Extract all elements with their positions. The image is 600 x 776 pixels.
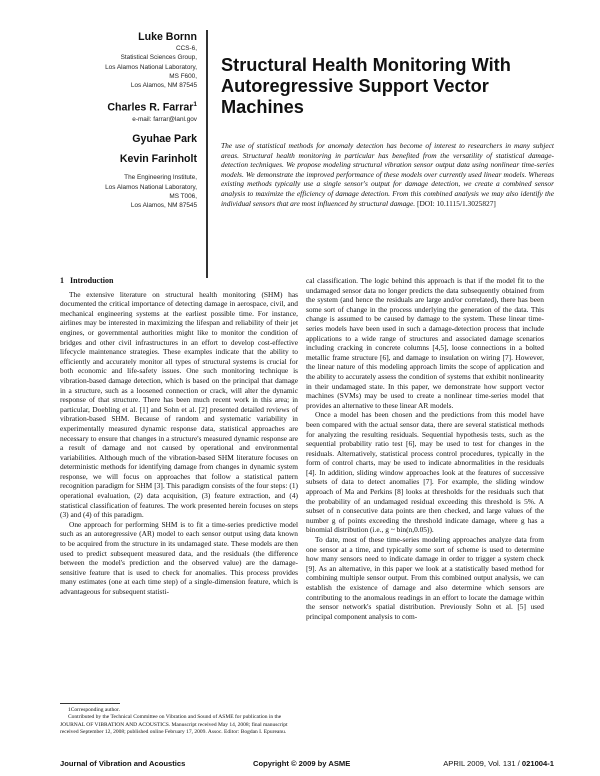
footer-journal: Journal of Vibration and Acoustics: [60, 759, 186, 768]
paragraph: To date, most of these time-series modeling approaches analyze data from one sensor at a time, and typically some sort of scheme is used to determine how many sensors need to indicate damage in order to trigger a system check [9]. As an alternative, in this paper we look at a statistically based method for combining multiple sensor output. From this combined output analysis, we can establish the existence of damage and also determine which sensors are contributing to the anomalous readings in an effort to locate the damage within the sensor network's spatial distribution. Previously Sohn et al. [5] used principal component analysis to com-: [306, 535, 544, 621]
author-email: e-mail: farrar@lanl.gov: [132, 116, 197, 124]
footer-copyright: Copyright © 2009 by ASME: [253, 759, 351, 768]
abstract-text: The use of statistical methods for anomaly detection has become of interest to researchers in many subject areas. Structural health monitoring in particular has benefited from the versatility of statistical damage-detection techniques. We propose modeling structural vibration sensor output data using nonlinear time-series models. We demonstrate the improved performance of these models over currently used linear models. Whereas existing methods typically use a single sensor's output for damage detection, we create a combined sensor analysis to maximize the efficiency of damage detection. From this combined analysis we may also identify the individual sensors that are most influenced by structural damage.: [221, 141, 554, 208]
page-number: 021004-1: [521, 759, 554, 768]
author-affiliation-line: Los Alamos National Laboratory,: [105, 183, 197, 191]
right-column: [306, 276, 544, 621]
doi-link[interactable]: [DOI: 10.1115/1.3025827]: [416, 198, 496, 208]
left-column: [60, 276, 298, 597]
footer-issue: APRIL 2009, Vol. 131 / 021004-1: [443, 759, 554, 768]
author-2: [60, 98, 197, 124]
paper-title: Structural Health Monitoring With Autoregressive Support Vector Machines: [221, 55, 511, 117]
footnote-submission: Contributed by the Technical Committee on Vibration and Sound of ASME for publication in the JOURNAL OF VIBRATION AND ACOUSTICS. Manuscript received May 14, 2008; final manuscript received September 12, 2008; published online February 17, 2009. Assoc. Editor: Bogdan I. Epureanu.: [60, 714, 288, 736]
author-affiliation-line: Los Alamos, NM 87545: [130, 82, 197, 90]
footnotes: [60, 703, 298, 737]
footnote-corresponding: 1Corresponding author.: [68, 707, 120, 713]
paragraph: The extensive literature on structural health monitoring (SHM) has documented the critical importance of detecting damage in aerospace, civil, and mechanical engineering systems at the earliest possible time. For instance, airlines may be interested in maximizing the lifespan and reliability of their jet engines, or governmental authorities might like to monitor the condition of bridges and other civil infrastructures in an effort to develop cost-effective lifecycle maintenance strategies. These examples indicate that the ability to efficiently and accurately monitor all types of structural systems is crucial for both economic and life-safety issues. One such monitoring technique is vibration-based damage detection, which is based on the principal that damage in a structure, such as a loosened connection or crack, will alter the dynamic response of that structure. There has been much recent work in this area; in particular, Doebling et al. [1] and Sohn et al. [2] presented detailed reviews of vibration-based SHM. Because of random and systematic variability in experimentally measured dynamic response data, statistical approaches are necessary to ensure that changes in a structure's measured dynamic response are a result of damage and not caused by operational and environmental variabilities. Although much of the vibration-based SHM literature focuses on deterministic methods for identifying damage from changes in dynamic system response, we will focus on approaches that follow a statistical pattern recognition paradigm for SHM [3]. This paradigm consists of the four steps: (1) operational evaluation, (2) data acquisition, (3) feature extraction, and (4) statistical classification of features. The work presented herein focuses on steps (3) and (4) of this paradigm.: [60, 289, 298, 520]
paragraph: Once a model has been chosen and the predictions from this model have been compared with the actual sensor data, there are several statistical methods for analyzing the resulting residuals. Sequential hypothesis tests, such as the sequential probability ratio test [6], may be used to test for changes in the residuals. Alternatively, statistical process control procedures, typically in the form of control charts, may be used to indicate abnormalities in the residuals [4]. In addition, sliding window approaches look at the features of successive subsets of data to detect anomalies [7]. For example, the sliding window approach of Ma and Perkins [8] looks at thresholds for the residuals such that the probability of an undamaged residual exceeding this threshold is 5%. A subset of n consecutive data points are then checked, and large values of the number g of points exceeding the threshold indicate damage, where g has a binomial distribution (i.e., g ~ bin(n,0.05)).: [306, 410, 544, 535]
author-affiliation-line: The Engineering Institute,: [124, 174, 197, 182]
author-1: [60, 30, 197, 90]
author-list: [60, 30, 197, 215]
author-affiliation-line: Los Alamos National Laboratory,: [105, 63, 197, 71]
footnote-rule: [60, 703, 120, 704]
author-name: Kevin Farinholt: [119, 153, 197, 166]
corresponding-marker: 1: [193, 101, 197, 109]
author-affiliation-line: CCS-6,: [176, 45, 197, 52]
author-affiliation-line: Los Alamos, NM 87545: [130, 202, 197, 210]
author-4: [60, 152, 197, 210]
paragraph: One approach for performing SHM is to fit a time-series predictive model such as an autoregressive (AR) model to each sensor output using data known to be acquired from the structure in its undamaged state. These models are then used to predict subsequent measured data, and the residuals (the difference between the model's prediction and the observed value) are the damage-sensitive feature that is used to check for anomalies. This process provides many estimates (one at each time step) of a single-dimension feature, which is advantageous for subsequent statisti-: [60, 519, 298, 596]
author-name: Charles R. Farrar$^1$: [107, 101, 197, 115]
abstract: [221, 141, 554, 208]
author-3: [60, 132, 197, 146]
author-affiliation-line: Statistical Sciences Group,: [120, 54, 197, 62]
author-affiliation-line: MS F600,: [169, 72, 197, 80]
section-heading: 1 Introduction: [60, 276, 114, 285]
author-affiliation-line: MS T006,: [169, 192, 197, 200]
paragraph: cal classification. The logic behind this approach is that if the model fit to the undamaged sensor data no longer predicts the data subsequently obtained from the system (and hence the residuals are large and/or correlated), there has been some sort of change in the process underlying the generation of the data. This change is assumed to be caused by damage to the system. These linear time-series models have been used in such a damage-detection process that include applications to a wide range of structures and associated damage scenarios including cracking in concrete columns [4,5], loose connections in a bolted metallic frame structure [6], and damage to insulation on wiring [7]. However, the linear nature of this modeling approach limits the scope of application and the ability to accurately assess the condition of systems that exhibit nonlinearity in their undamaged state. In this paper, we demonstrate how support vector machines (SVMs) may be used to create a nonlinear time-series model that provides an alternative to these linear AR models.: [306, 276, 544, 410]
author-name: Luke Bornn: [138, 31, 197, 43]
author-name: Gyuhae Park: [132, 133, 197, 146]
header-divider: [206, 30, 208, 278]
